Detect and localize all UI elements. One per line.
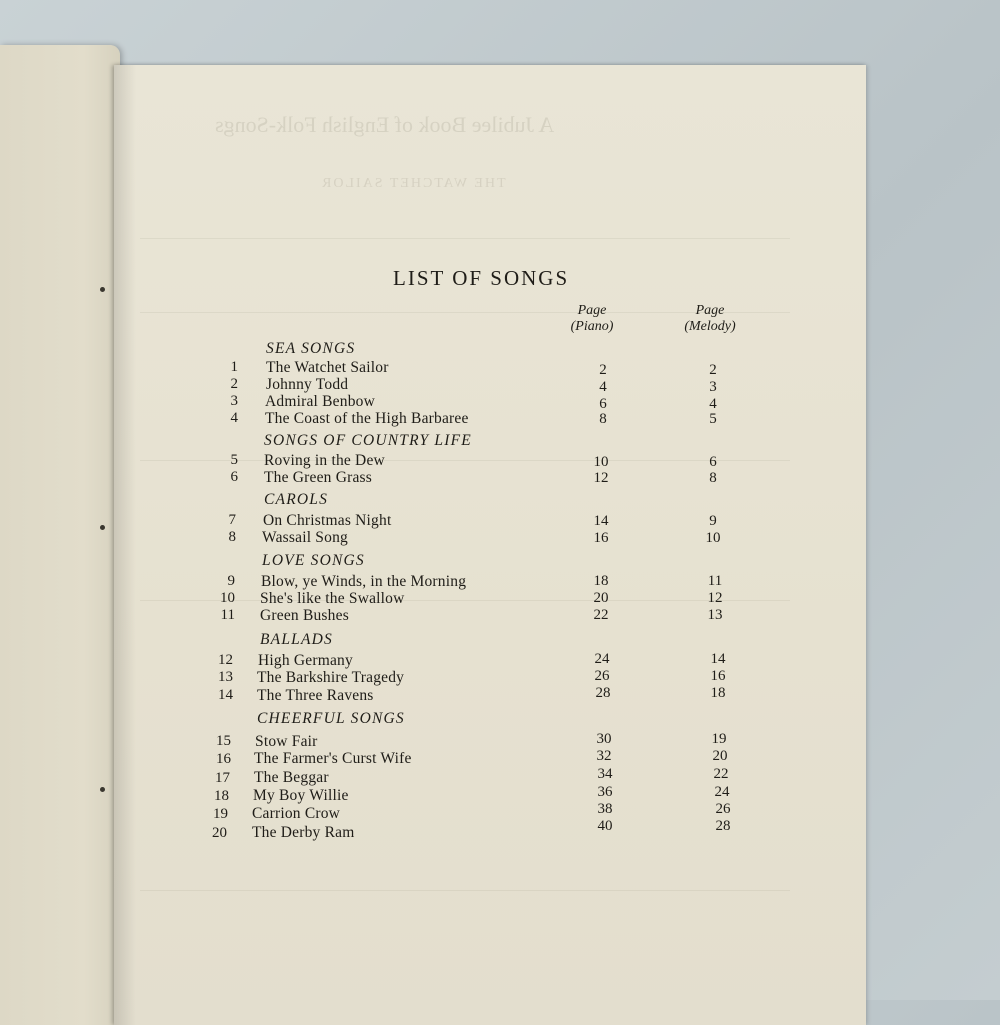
melody-page: 2: [709, 362, 717, 378]
song-number: 16: [216, 751, 231, 767]
section-heading: SEA SONGS: [266, 340, 356, 357]
melody-page: 8: [709, 470, 717, 486]
song-title: Admiral Benbow: [265, 393, 375, 410]
melody-page: 14: [710, 651, 726, 667]
melody-page: 26: [715, 801, 731, 817]
melody-page: 13: [707, 607, 723, 623]
song-title: On Christmas Night: [263, 512, 392, 529]
song-number: 10: [220, 590, 235, 606]
piano-page: 18: [593, 573, 609, 589]
song-number: 3: [230, 393, 238, 409]
piano-label: (Piano): [570, 319, 614, 334]
melody-page: 12: [707, 590, 723, 606]
song-title: The Coast of the High Barbaree: [265, 410, 469, 427]
melody-page: 5: [709, 411, 717, 427]
song-number: 11: [220, 607, 235, 623]
song-title: Carrion Crow: [252, 805, 341, 822]
melody-page: 9: [709, 513, 717, 529]
song-title: My Boy Willie: [253, 787, 349, 804]
song-title: High Germany: [258, 652, 353, 669]
binding-stitch: [100, 787, 105, 792]
piano-page: 14: [593, 513, 609, 529]
song-number: 18: [214, 788, 229, 804]
melody-column-header: [672, 303, 748, 335]
song-number: 20: [212, 825, 227, 841]
section-heading: CHEERFUL SONGS: [257, 710, 405, 727]
piano-page: 36: [597, 784, 613, 800]
melody-page: 3: [709, 379, 717, 395]
piano-page: 28: [595, 685, 611, 701]
song-title: Blow, ye Winds, in the Morning: [261, 573, 467, 590]
song-number: 17: [215, 770, 230, 786]
song-title: Stow Fair: [255, 733, 318, 750]
song-title: The Watchet Sailor: [266, 359, 389, 376]
song-number: 15: [216, 733, 231, 749]
melody-page: 20: [712, 748, 728, 764]
piano-page: 22: [593, 607, 609, 623]
song-title: Wassail Song: [262, 529, 348, 546]
song-number: 6: [230, 469, 238, 485]
bleed-through-staff: [140, 600, 790, 601]
melody-page: 18: [710, 685, 726, 701]
song-title: The Green Grass: [264, 469, 373, 486]
melody-page: 24: [714, 784, 730, 800]
song-number: 7: [228, 512, 236, 528]
bleed-through-heading: A Jubilee Book of English Folk-Songs: [215, 112, 555, 137]
melody-page: 4: [709, 396, 717, 412]
piano-page: 32: [596, 748, 612, 764]
song-title: She's like the Swallow: [260, 590, 405, 607]
piano-page: 20: [593, 590, 609, 606]
song-number: 2: [230, 376, 238, 392]
piano-page: 26: [594, 668, 610, 684]
binding-stitch: [100, 525, 105, 530]
song-number: 1: [230, 359, 238, 375]
song-number: 8: [228, 529, 236, 545]
piano-column-header: [560, 303, 624, 335]
melody-page: 10: [705, 530, 721, 546]
song-number: 12: [218, 652, 233, 668]
page-title: LIST OF SONGS: [393, 266, 570, 290]
song-title: The Three Ravens: [257, 687, 374, 704]
song-number: 5: [230, 452, 238, 468]
piano-page: 16: [593, 530, 609, 546]
piano-page: 4: [599, 379, 607, 395]
piano-page: 12: [593, 470, 609, 486]
binding-stitch: [100, 287, 105, 292]
song-title: The Farmer's Curst Wife: [254, 750, 412, 767]
piano-page: 30: [596, 731, 612, 747]
piano-page: 34: [597, 766, 613, 782]
bleed-through-subheading: THE WATCHET SAILOR: [320, 176, 506, 191]
page-label: Page: [695, 303, 725, 318]
section-heading: BALLADS: [260, 631, 333, 648]
left-facing-page: [0, 45, 120, 1025]
bleed-through-staff: [140, 890, 790, 891]
section-heading: SONGS OF COUNTRY LIFE: [264, 432, 472, 449]
melody-page: 28: [715, 818, 731, 834]
melody-page: 6: [709, 454, 717, 470]
piano-page: 8: [599, 411, 607, 427]
section-heading: CAROLS: [264, 491, 329, 508]
song-title: The Beggar: [254, 769, 329, 786]
piano-page: 24: [594, 651, 610, 667]
piano-page: 6: [599, 396, 607, 412]
melody-label: (Melody): [684, 319, 736, 334]
melody-page: 22: [713, 766, 729, 782]
section-heading: LOVE SONGS: [262, 552, 365, 569]
song-title: The Barkshire Tragedy: [257, 669, 405, 686]
song-title: Roving in the Dew: [264, 452, 385, 469]
song-number: 9: [227, 573, 235, 589]
song-title: Johnny Todd: [266, 376, 349, 393]
song-title: The Derby Ram: [252, 824, 355, 841]
piano-page: 2: [599, 362, 607, 378]
song-number: 13: [218, 669, 233, 685]
melody-page: 16: [710, 668, 726, 684]
melody-page: 11: [707, 573, 723, 589]
song-title: Green Bushes: [260, 607, 349, 624]
song-number: 19: [213, 806, 228, 822]
melody-page: 19: [711, 731, 727, 747]
song-number: 14: [218, 687, 233, 703]
bleed-through-staff: [140, 238, 790, 239]
piano-page: 10: [593, 454, 609, 470]
song-number: 4: [230, 410, 238, 426]
page-label: Page: [577, 303, 607, 318]
piano-page: 38: [597, 801, 613, 817]
piano-page: 40: [597, 818, 613, 834]
